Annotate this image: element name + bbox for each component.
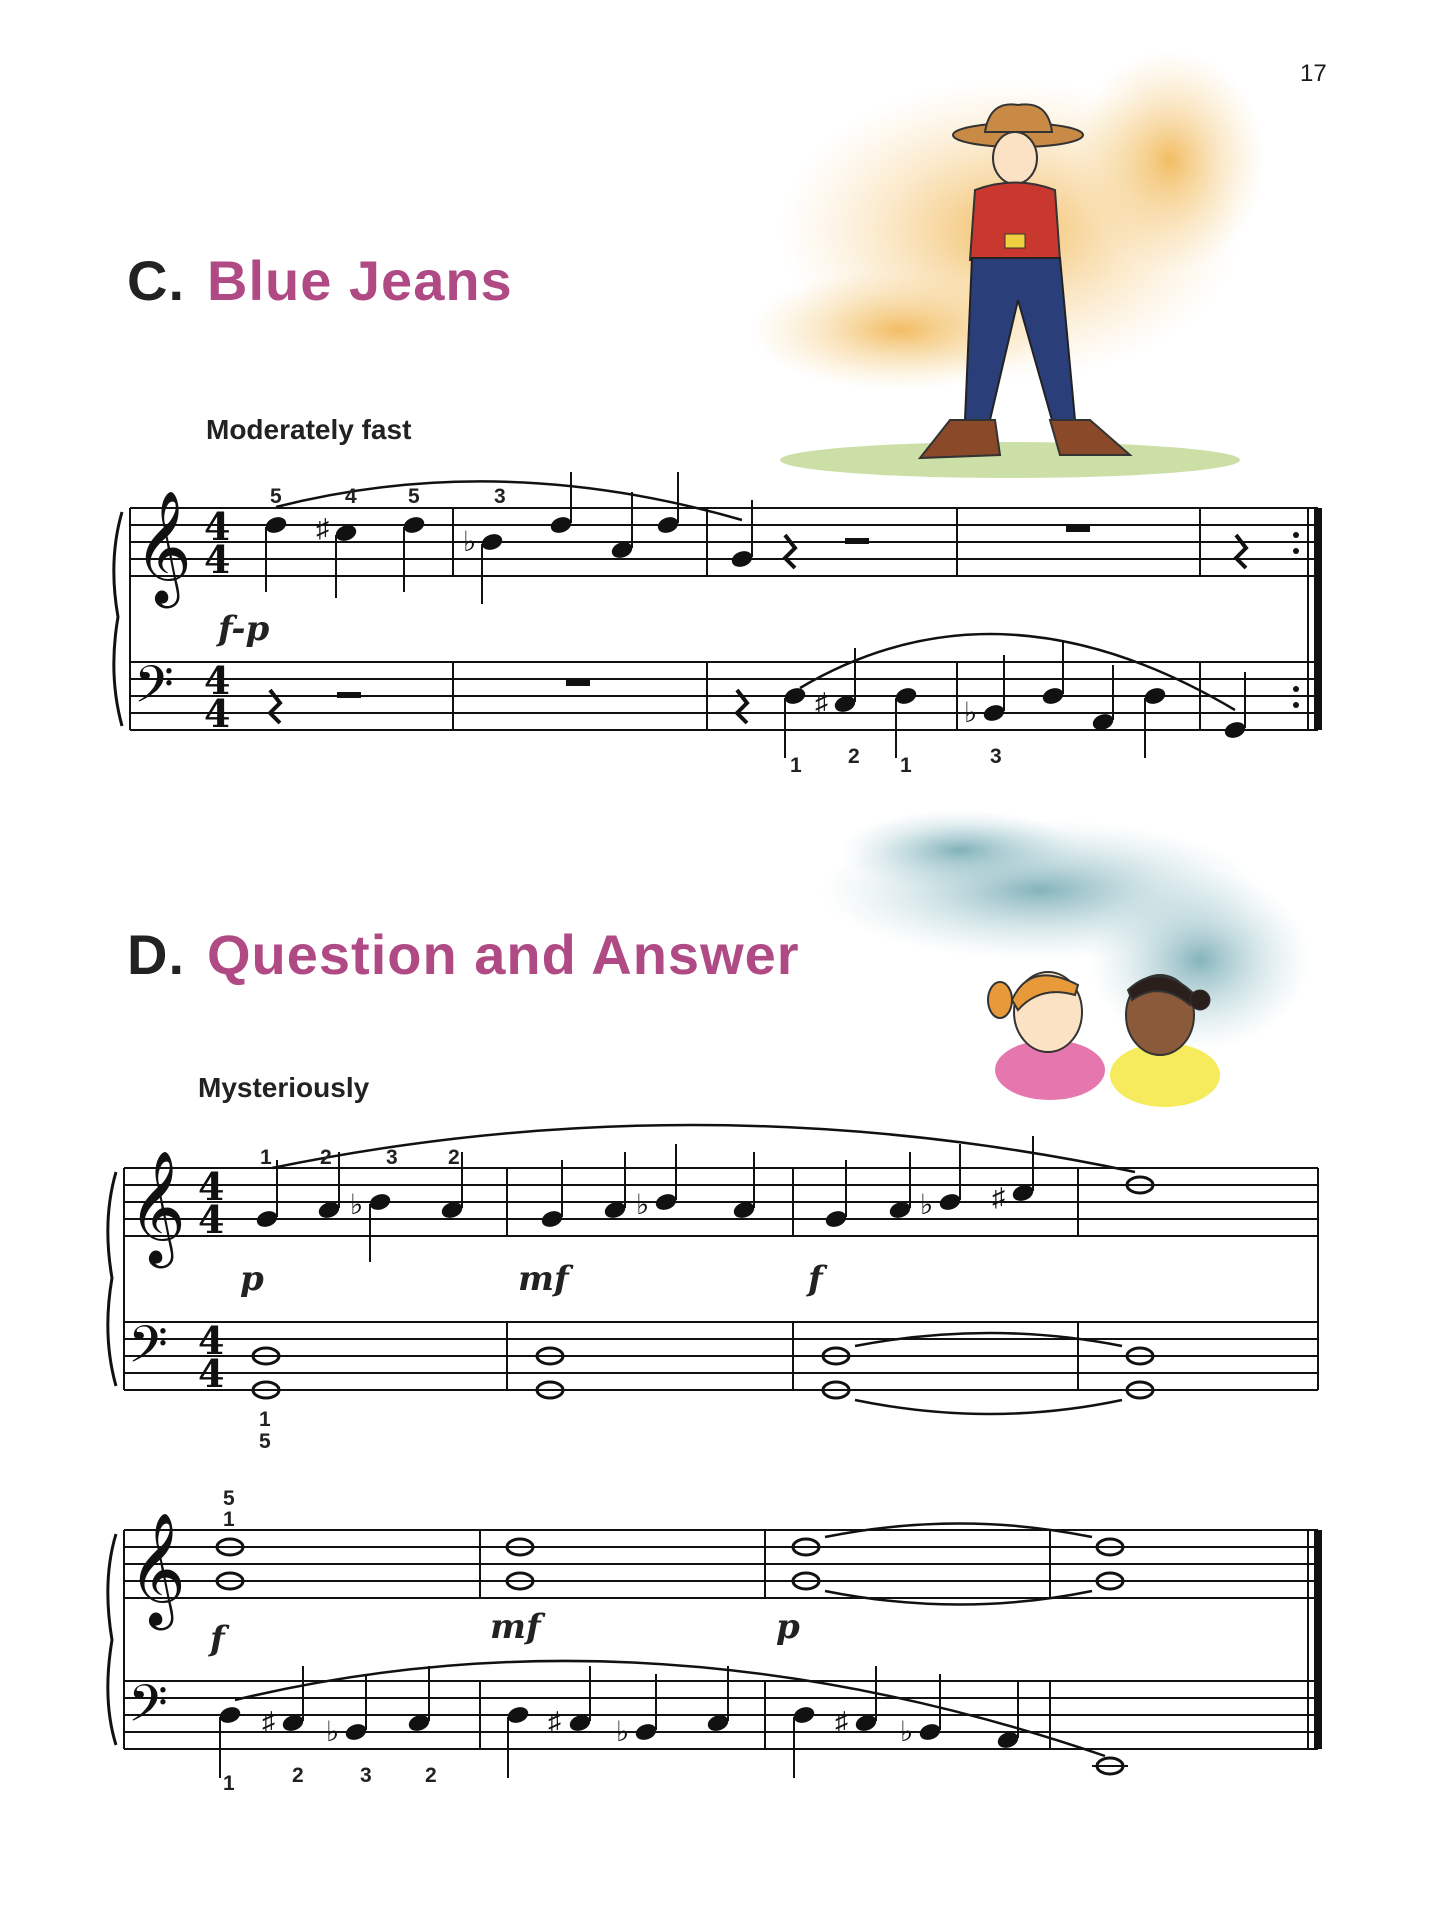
svg-text:3: 3: [360, 1764, 372, 1787]
flat-icon: ♭: [326, 1716, 340, 1747]
section-d-dynamic-p: p: [240, 1259, 264, 1299]
section-d-ts-bass-top: 4: [198, 1318, 225, 1363]
svg-text:2: 2: [848, 745, 860, 768]
section-c-bass-staff: [130, 662, 1318, 730]
section-c-dynamic-fp: f-p: [218, 609, 270, 649]
half-rest-icon: [337, 692, 361, 698]
quarter-rest-icon: [737, 690, 747, 723]
sharp-icon: ♯: [815, 687, 828, 717]
sharp-icon: ♯: [262, 1706, 275, 1736]
section-d-dynamic-mf-2: mf: [490, 1607, 541, 1647]
flat-icon: ♭: [350, 1189, 364, 1220]
sharp-icon: ♯: [316, 513, 329, 543]
section-d-system1-treble-clef: 𝄞: [128, 1150, 186, 1264]
section-d-system2-brace: [108, 1534, 116, 1745]
svg-text:5: 5: [270, 485, 282, 508]
section-d-system2-bass-clef: 𝄢: [128, 1673, 168, 1746]
flat-icon: ♭: [616, 1716, 630, 1747]
svg-text:2: 2: [425, 1764, 437, 1787]
section-d-dynamic-f: f: [808, 1259, 823, 1299]
sharp-icon: ♯: [548, 1706, 561, 1736]
svg-text:3: 3: [990, 745, 1002, 768]
quarter-rest-icon: [785, 535, 795, 568]
section-c-title: Blue Jeans: [207, 249, 513, 312]
flat-icon: ♭: [920, 1189, 934, 1220]
section-c-letter: C.: [127, 249, 185, 312]
section-c-ts-bass-bottom: 4: [204, 691, 231, 736]
section-d-letter: D.: [127, 923, 185, 986]
svg-text:5: 5: [223, 1487, 235, 1510]
svg-text:1: 1: [223, 1772, 235, 1795]
whole-rest-icon: [566, 679, 590, 686]
svg-text:1: 1: [790, 754, 802, 777]
section-d-system2-treble-clef: 𝄞: [128, 1512, 186, 1626]
section-d-system1-bass-clef: 𝄢: [128, 1314, 168, 1387]
section-d-ts-treble-top: 4: [198, 1164, 225, 1209]
repeat-dot-icon: [1293, 702, 1299, 708]
quarter-rest-icon: [1236, 535, 1246, 568]
section-c-ts-bass-top: 4: [204, 658, 231, 703]
flat-icon: ♭: [900, 1716, 914, 1747]
section-c-ts-treble-top: 4: [204, 504, 231, 549]
whole-rest-icon: [1066, 525, 1090, 532]
svg-text:2: 2: [448, 1146, 460, 1169]
section-d-ts-bass-bottom: 4: [198, 1351, 225, 1396]
repeat-dot-icon: [1293, 548, 1299, 554]
section-c-bass-slur: [800, 634, 1235, 710]
flat-icon: ♭: [463, 526, 477, 557]
section-c-bass-clef: 𝄢: [134, 654, 174, 727]
section-d-system1-brace: [108, 1172, 116, 1386]
girls-illustration: [820, 810, 1310, 1107]
section-d-dynamic-p-2: p: [776, 1607, 800, 1647]
section-c-treble-staff: [130, 508, 1318, 576]
flat-icon: ♭: [964, 697, 978, 728]
svg-text:3: 3: [494, 485, 506, 508]
section-c-tempo: Moderately fast: [206, 414, 412, 445]
svg-text:4: 4: [345, 485, 357, 508]
svg-text:1: 1: [259, 1408, 271, 1431]
repeat-dot-icon: [1293, 686, 1299, 692]
section-d-system2-treble-staff: [124, 1530, 1318, 1598]
flat-icon: ♭: [636, 1189, 650, 1220]
page-number: 17: [1300, 60, 1327, 87]
section-c-ts-treble-bottom: 4: [204, 537, 231, 582]
section-c-brace: [114, 512, 122, 726]
section-c-fingerings: [270, 485, 1002, 777]
sharp-icon: ♯: [992, 1182, 1005, 1212]
svg-text:1: 1: [900, 754, 912, 777]
section-d-ts-treble-bottom: 4: [198, 1197, 225, 1242]
svg-text:2: 2: [292, 1764, 304, 1787]
section-d-tempo: Mysteriously: [198, 1072, 370, 1103]
quarter-rest-icon: [270, 690, 280, 723]
section-d-system1-bass-staff: [124, 1322, 1318, 1390]
section-d-treble-slur: [272, 1125, 1135, 1172]
sharp-icon: ♯: [835, 1706, 848, 1736]
repeat-dot-icon: [1293, 532, 1299, 538]
svg-text:5: 5: [259, 1430, 271, 1453]
svg-text:1: 1: [260, 1146, 272, 1169]
section-c-treble-clef: 𝄞: [134, 490, 192, 604]
half-rest-icon: [845, 538, 869, 544]
section-d-dynamic-mf: mf: [518, 1259, 569, 1299]
svg-text:2: 2: [320, 1146, 332, 1169]
svg-text:1: 1: [223, 1508, 235, 1531]
section-c-bass-notes: [270, 640, 1299, 758]
svg-text:5: 5: [408, 485, 420, 508]
cowboy-illustration: [750, 50, 1265, 478]
svg-text:3: 3: [386, 1146, 398, 1169]
section-d-title: Question and Answer: [207, 923, 800, 986]
section-d-dynamic-f-2: f: [210, 1619, 225, 1659]
